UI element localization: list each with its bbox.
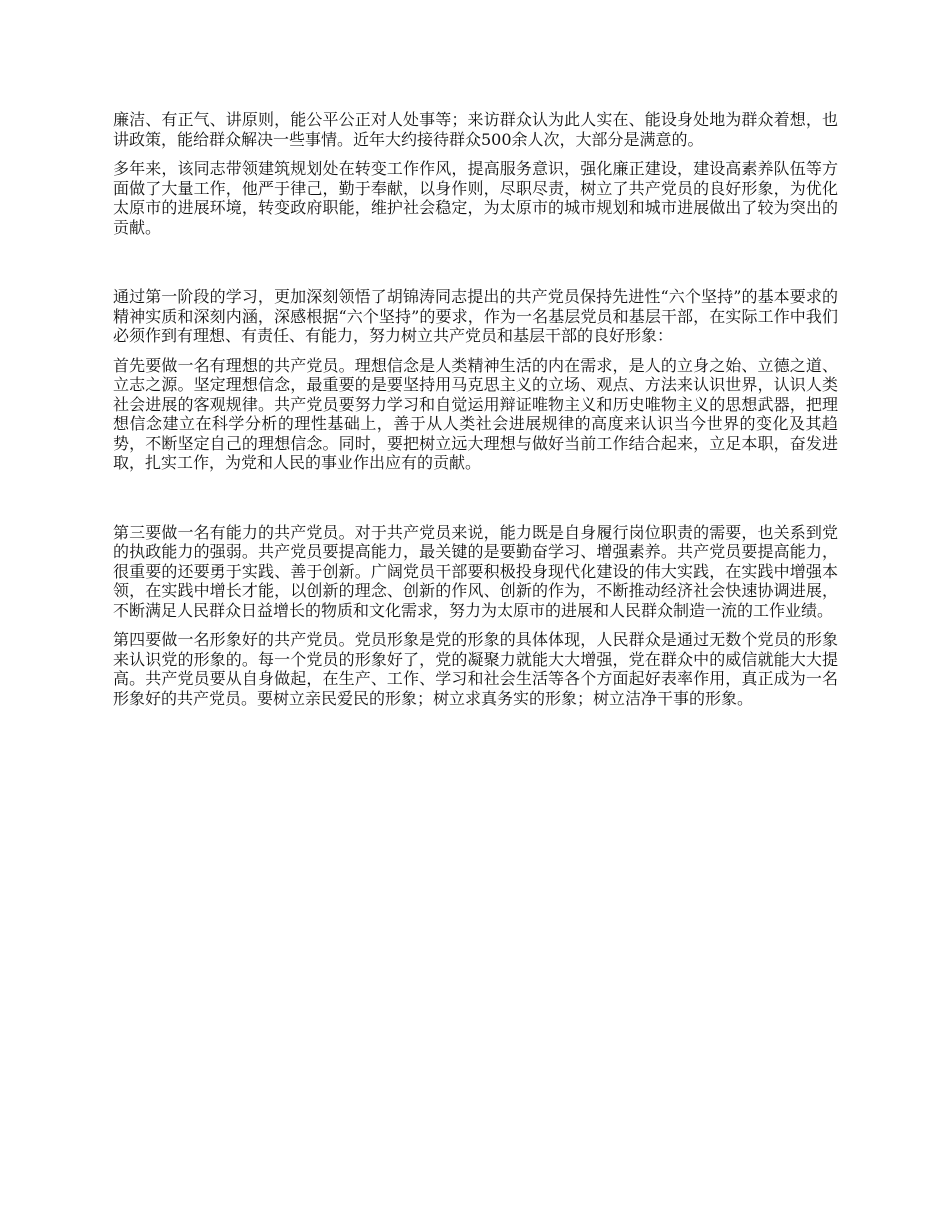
- paragraph-ability: 第三要做一名有能力的共产党员。对于共产党员来说，能力既是自身履行岗位职责的需要，也关系到党的执政能力的强弱。共产党员要提高能力，最关键的是要勤奋学习、增强素养。共产党员要提高能力，很重要的还要勇于实践、善于创新。广阔党员干部要积极投身现代化建设的伟大实践，在实践中增强本领，在实践中增长才能，以创新的理念、创新的作风、创新的作为，不断推动经济社会快速协调进展，不断满足人民群众日益增长的物质和文化需求，努力为太原市的进展和人民群众制造一流的工作业绩。: [113, 522, 838, 620]
- document-page: [113, 110, 838, 708]
- paragraph-image: 第四要做一名形象好的共产党员。党员形象是党的形象的具体体现，人民群众是通过无数个党员的形象来认识党的形象的。每一个党员的形象好了，党的凝聚力就能大大增强，党在群众中的威信就能大大提高。共产党员要从自身做起，在生产、工作、学习和社会生活等各个方面起好表率作用，真正成为一名形象好的共产党员。要树立亲民爱民的形象；树立求真务实的形象；树立洁净干事的形象。: [113, 630, 838, 708]
- section-spacer: [113, 473, 838, 523]
- paragraph-contributions: 多年来，该同志带领建筑规划处在转变工作作风，提高服务意识，强化廉正建设，建设高素养队伍等方面做了大量工作，他严于律己，勤于奉献，以身作则，尽职尽责，树立了共产党员的良好形象，为优化太原市的进展环境，转变政府职能，维护社会稳定，为太原市的城市规划和城市进展做出了较为突出的贡献。: [113, 159, 838, 237]
- paragraph-spacer: [113, 346, 838, 356]
- paragraph-intro-feedback: 廉洁、有正气、讲原则，能公平公正对人处事等；来访群众认为此人实在、能设身处地为群众着想，也讲政策，能给群众解决一些事情。近年大约接待群众500余人次，大部分是满意的。: [113, 110, 838, 149]
- paragraph-spacer: [113, 149, 838, 159]
- paragraph-spacer: [113, 620, 838, 630]
- paragraph-ideals: 首先要做一名有理想的共产党员。理想信念是人类精神生活的内在需求，是人的立身之始、立德之道、立志之源。坚定理想信念，最重要的是要坚持用马克思主义的立场、观点、方法来认识世界，认识人类社会进展的客观规律。共产党员要努力学习和自觉运用辩证唯物主义和历史唯物主义的思想武器，把理想信念建立在科学分析的理性基础上，善于从人类社会进展规律的高度来认识当今世界的变化及其趋势，不断坚定自己的理想信念。同时，要把树立远大理想与做好当前工作结合起来，立足本职，奋发进取，扎实工作，为党和人民的事业作出应有的贡献。: [113, 355, 838, 472]
- section-spacer: [113, 237, 838, 287]
- paragraph-study-reflection: 通过第一阶段的学习，更加深刻领悟了胡锦涛同志提出的共产党员保持先进性“六个坚持”的基本要求的精神实质和深刻内涵，深感根据“六个坚持”的要求，作为一名基层党员和基层干部，在实际工作中我们必须作到有理想、有责任、有能力，努力树立共产党员和基层干部的良好形象：: [113, 287, 838, 345]
